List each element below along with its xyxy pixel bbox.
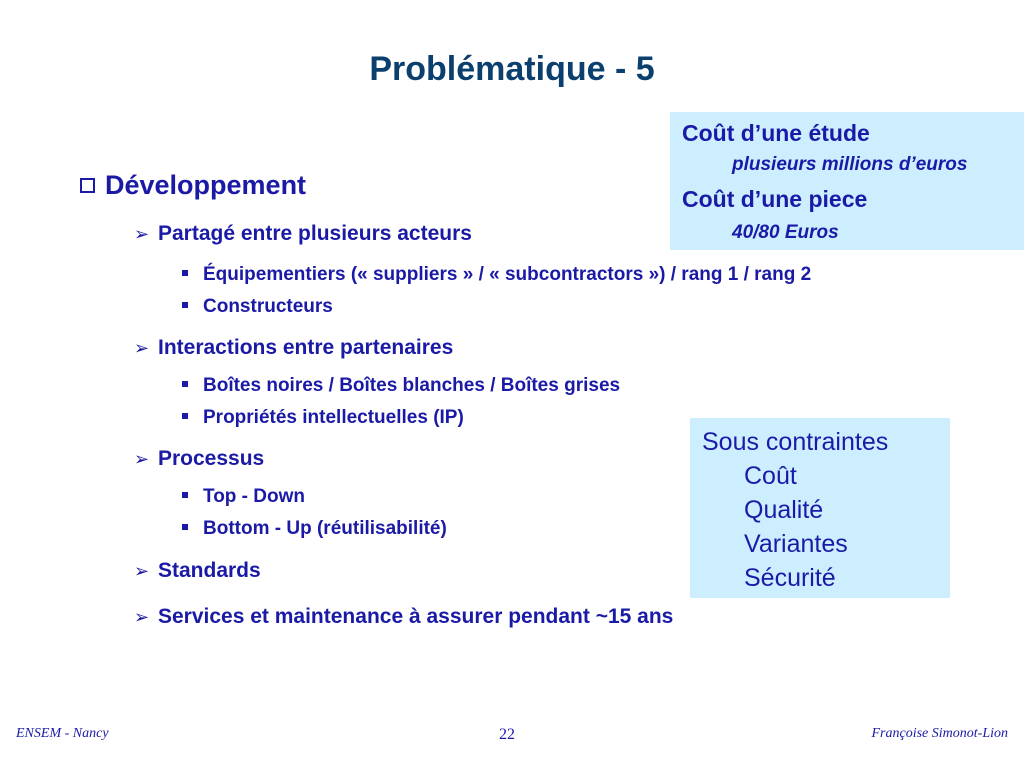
sub-bullet-text: Boîtes noires / Boîtes blanches / Boîtes grises <box>203 375 621 396</box>
cost-callout-box <box>670 112 1024 250</box>
sub-bullet-text: Équipementiers (« suppliers » / « subcontractors ») / rang 1 / rang 2 <box>203 264 812 285</box>
constraint-item: Variantes <box>744 530 848 558</box>
constraint-item: Sécurité <box>744 564 836 592</box>
bullet-text: Services et maintenance à assurer pendant ~15 ans <box>158 605 674 628</box>
sub-bullet-text: Top - Down <box>203 486 306 507</box>
square-bullet-icon <box>182 492 188 498</box>
arrow-bullet-icon: ➢ <box>134 224 150 244</box>
footer-institution: ENSEM - Nancy <box>16 726 109 741</box>
sub-bullet-text: Bottom - Up (réutilisabilité) <box>203 518 447 539</box>
arrow-bullet-icon: ➢ <box>134 338 150 358</box>
checkbox-bullet-icon <box>80 178 95 193</box>
square-bullet-icon <box>182 302 188 308</box>
sub-bullet-item <box>182 264 811 286</box>
piece-cost-value: 40/80 Euros <box>732 222 839 243</box>
bullet-item <box>134 336 453 360</box>
footer-author: Françoise Simonot-Lion <box>871 726 1008 741</box>
sub-bullet-item <box>182 375 620 397</box>
study-cost-label: Coût d’une étude <box>682 120 870 146</box>
section-heading-text: Développement <box>105 170 307 200</box>
section-heading <box>80 170 306 201</box>
study-cost-value: plusieurs millions d’euros <box>732 154 968 175</box>
bullet-item <box>134 447 264 471</box>
arrow-bullet-icon: ➢ <box>134 449 150 469</box>
sub-bullet-item <box>182 296 333 318</box>
constraint-item: Coût <box>744 462 797 490</box>
square-bullet-icon <box>182 381 188 387</box>
square-bullet-icon <box>182 524 188 530</box>
bullet-item <box>134 559 261 583</box>
sub-bullet-text: Propriétés intellectuelles (IP) <box>203 407 464 428</box>
constraints-callout-box <box>690 418 950 598</box>
page-number: 22 <box>499 726 515 743</box>
square-bullet-icon <box>182 413 188 419</box>
constraints-heading: Sous contraintes <box>702 428 889 456</box>
sub-bullet-text: Constructeurs <box>203 296 333 317</box>
bullet-text: Interactions entre partenaires <box>158 336 454 359</box>
sub-bullet-item <box>182 486 305 508</box>
bullet-item <box>134 222 472 246</box>
sub-bullet-item <box>182 407 464 429</box>
slide-title: Problématique - 5 <box>369 50 655 88</box>
bullet-text: Standards <box>158 559 261 582</box>
arrow-bullet-icon: ➢ <box>134 607 150 627</box>
constraint-item: Qualité <box>744 496 824 524</box>
bullet-text: Partagé entre plusieurs acteurs <box>158 222 472 245</box>
bullet-item <box>134 605 673 629</box>
arrow-bullet-icon: ➢ <box>134 561 150 581</box>
piece-cost-label: Coût d’une piece <box>682 186 868 212</box>
sub-bullet-item <box>182 518 447 540</box>
bullet-text: Processus <box>158 447 265 470</box>
square-bullet-icon <box>182 270 188 276</box>
